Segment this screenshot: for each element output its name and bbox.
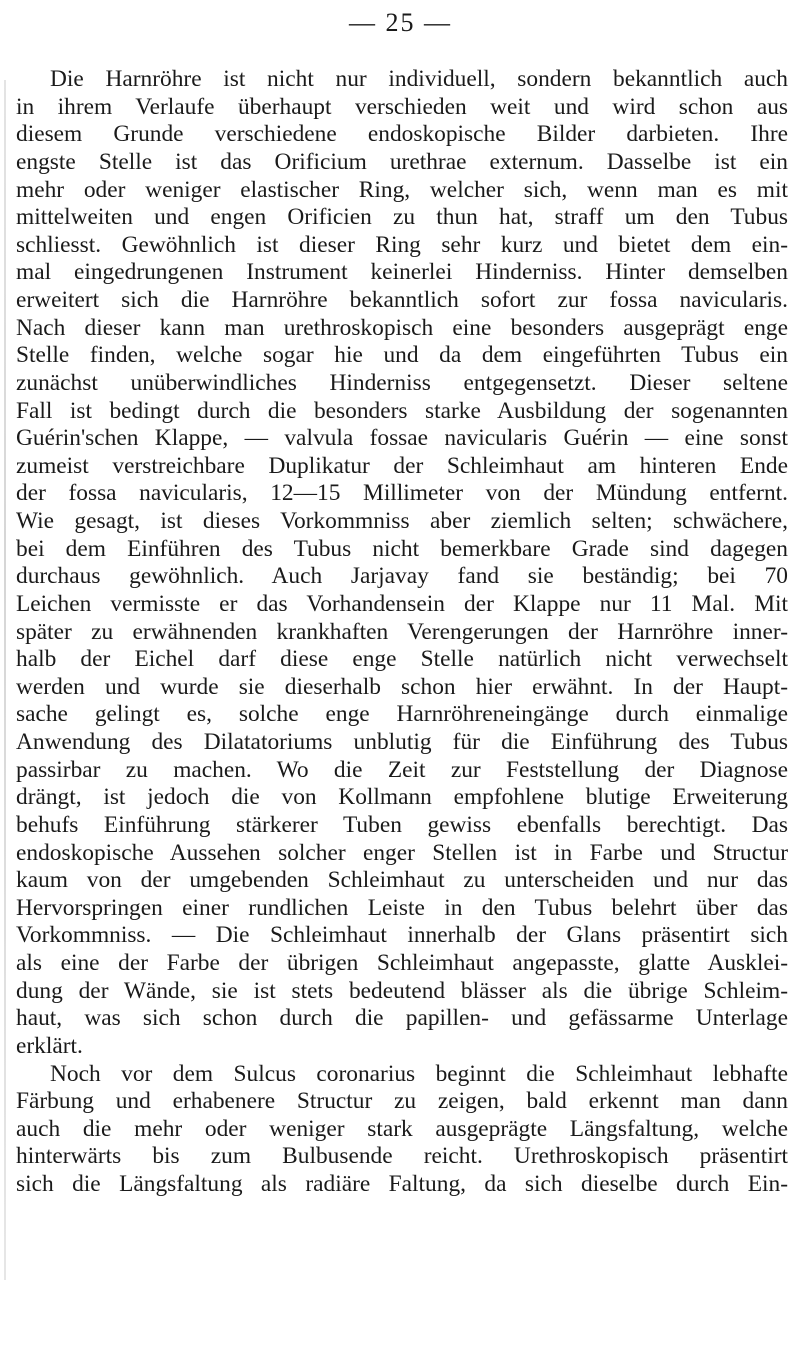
paragraph-2 xyxy=(16,1061,788,1199)
text-line: haut, was sich schon durch die papillen- und gefässarme Unterlage xyxy=(16,1005,788,1032)
text-line: Die Harnröhre ist nicht nur individuell, sondern bekanntlich auch xyxy=(50,66,788,92)
text-line: Guérin'schen Klappe, — valvula fossae navicularis Guérin — eine sonst xyxy=(16,425,788,452)
text-line: der fossa navicularis, 12—15 Millimeter von der Mündung entfernt. xyxy=(16,480,788,507)
text-line: mal eingedrungenen Instrument keinerlei Hinderniss. Hinter demselben xyxy=(16,259,788,286)
text-line: mittelweiten und engen Orificien zu thun hat, straff um den Tubus xyxy=(16,204,788,231)
text-line: auch die mehr oder weniger stark ausgeprägte Längsfaltung, welche xyxy=(16,1115,788,1142)
text-line: engste Stelle ist das Orificium urethrae externum. Dasselbe ist ein xyxy=(16,148,788,175)
paragraph-1 xyxy=(16,66,788,1061)
body-text xyxy=(16,66,788,1199)
text-line: Stelle finden, welche sogar hie und da dem eingeführten Tubus ein xyxy=(16,342,788,369)
text-line: erweitert sich die Harnröhre bekanntlich sofort zur fossa navicularis. xyxy=(16,287,788,313)
text-line: Hervorspringen einer rundlichen Leiste in den Tubus belehrt über das xyxy=(16,894,788,921)
text-line: später zu erwähnenden krankhaften Verengerungen der Harnröhre inner- xyxy=(16,618,788,645)
text-line: Vorkommniss. — Die Schleimhaut innerhalb der Glans präsentirt sich xyxy=(16,922,788,949)
text-line: Noch vor dem Sulcus coronarius beginnt die Schleimhaut lebhafte xyxy=(50,1060,788,1087)
text-line: hinterwärts bis zum Bulbusende reicht. Urethroskopisch präsentirt xyxy=(16,1143,788,1170)
text-line: Anwendung des Dilatatoriums unblutig für die Einführung des Tubus xyxy=(16,729,788,755)
text-line: Nach dieser kann man urethroskopisch eine besonders ausgeprägt enge xyxy=(16,314,788,341)
text-line: in ihrem Verlaufe überhaupt verschieden weit und wird schon aus xyxy=(16,93,788,120)
text-line: werden und wurde sie dieserhalb schon hier erwähnt. In der Haupt- xyxy=(16,673,788,700)
text-line: Wie gesagt, ist dieses Vorkommniss aber ziemlich selten; schwächere, xyxy=(16,508,788,534)
text-line: zunächst unüberwindliches Hinderniss entgegensetzt. Dieser seltene xyxy=(16,369,788,396)
page-number: — 25 — xyxy=(349,8,452,37)
binding-edge xyxy=(4,80,6,1280)
text-line: halb der Eichel darf diese enge Stelle natürlich nicht verwechselt xyxy=(16,646,788,673)
text-line: sich die Längsfaltung als radiäre Faltung, da sich dieselbe durch Ein- xyxy=(16,1171,788,1197)
text-line: Färbung und erhabenere Structur zu zeigen, bald erkennt man dann xyxy=(16,1088,788,1115)
text-line: Fall ist bedingt durch die besonders starke Ausbildung der sogenannten xyxy=(16,397,788,424)
text-line: endoskopische Aussehen solcher enger Stellen ist in Farbe und Structur xyxy=(16,839,788,866)
text-line: mehr oder weniger elastischer Ring, welcher sich, wenn man es mit xyxy=(16,176,788,203)
text-line: behufs Einführung stärkerer Tuben gewiss ebenfalls berechtigt. Das xyxy=(16,811,788,838)
text-line: passirbar zu machen. Wo die Zeit zur Feststellung der Diagnose xyxy=(16,756,788,783)
text-line: Leichen vermisste er das Vorhandensein der Klappe nur 11 Mal. Mit xyxy=(16,590,788,617)
text-line: durchaus gewöhnlich. Auch Jarjavay fand sie beständig; bei 70 xyxy=(16,563,788,590)
text-line: drängt, ist jedoch die von Kollmann empfohlene blutige Erweiterung xyxy=(16,784,788,811)
text-line: sache gelingt es, solche enge Harnröhreneingänge durch einmalige xyxy=(16,701,788,728)
text-line: dung der Wände, sie ist stets bedeutend blässer als die übrige Schleim- xyxy=(16,977,788,1004)
text-line: diesem Grunde verschiedene endoskopische Bilder darbieten. Ihre xyxy=(16,121,788,148)
text-line: kaum von der umgebenden Schleimhaut zu unterscheiden und nur das xyxy=(16,867,788,894)
text-line: als eine der Farbe der übrigen Schleimhaut angepasste, glatte Ausklei- xyxy=(16,950,788,976)
text-line: bei dem Einführen des Tubus nicht bemerkbare Grade sind dagegen xyxy=(16,535,788,562)
text-line: zumeist verstreichbare Duplikatur der Schleimhaut am hinteren Ende xyxy=(16,452,788,479)
text-line: schliesst. Gewöhnlich ist dieser Ring sehr kurz und bietet dem ein- xyxy=(16,231,788,258)
text-line: erklärt. xyxy=(16,1032,83,1059)
